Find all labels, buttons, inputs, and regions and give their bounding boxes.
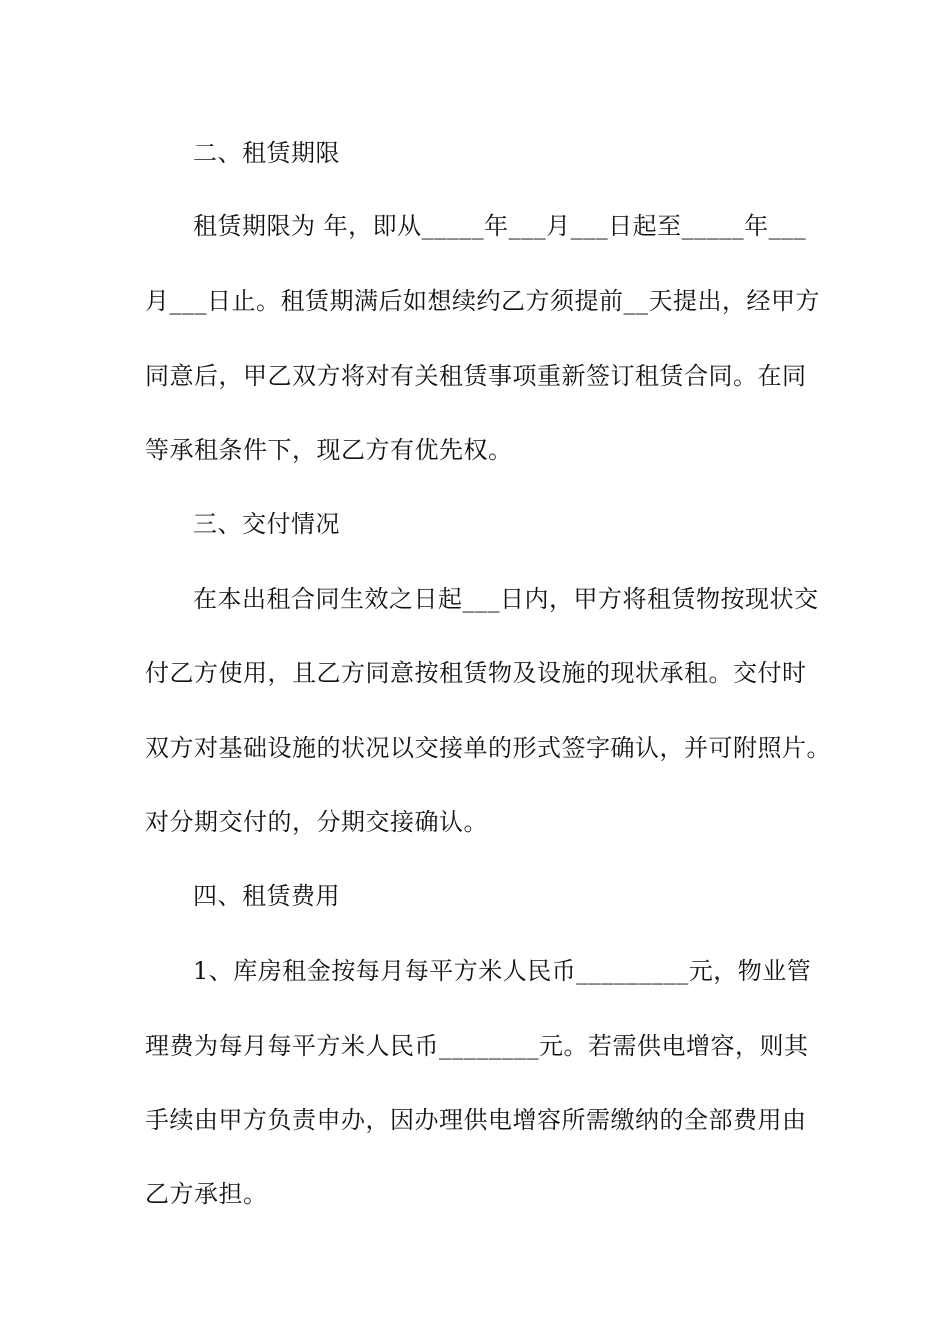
paragraph-line: 理费为每月每平方米人民币________元。若需供电增容，则其 [145,1032,809,1060]
paragraph-line: 付乙方使用，且乙方同意按租赁物及设施的现状承租。交付时 [145,659,807,687]
section-heading-fees: 四、租赁费用 [193,882,340,910]
paragraph-line: 同意后，甲乙双方将对有关租赁事项重新签订租赁合同。在同 [145,362,807,390]
paragraph-line: 双方对基础设施的状况以交接单的形式签字确认，并可附照片。 [145,734,831,762]
paragraph-line: 1、库房租金按每月每平方米人民币_________元，物业管 [193,957,812,985]
paragraph-line: 对分期交付的，分期交接确认。 [145,808,488,836]
section-heading-delivery: 三、交付情况 [193,510,340,538]
paragraph-line: 租赁期限为 年，即从_____年___月___日起至_____年___ [193,212,807,240]
paragraph-line: 在本出租合同生效之日起___日内，甲方将租赁物按现状交 [193,585,819,613]
paragraph-line: 等承租条件下，现乙方有优先权。 [145,436,513,464]
section-heading-lease-term: 二、租赁期限 [193,139,340,167]
paragraph-line: 乙方承担。 [145,1180,268,1208]
paragraph-line: 手续由甲方负责申办，因办理供电增容所需缴纳的全部费用由 [145,1106,807,1134]
paragraph-line: 月___日止。租赁期满后如想续约乙方须提前__天提出，经甲方 [145,287,820,315]
